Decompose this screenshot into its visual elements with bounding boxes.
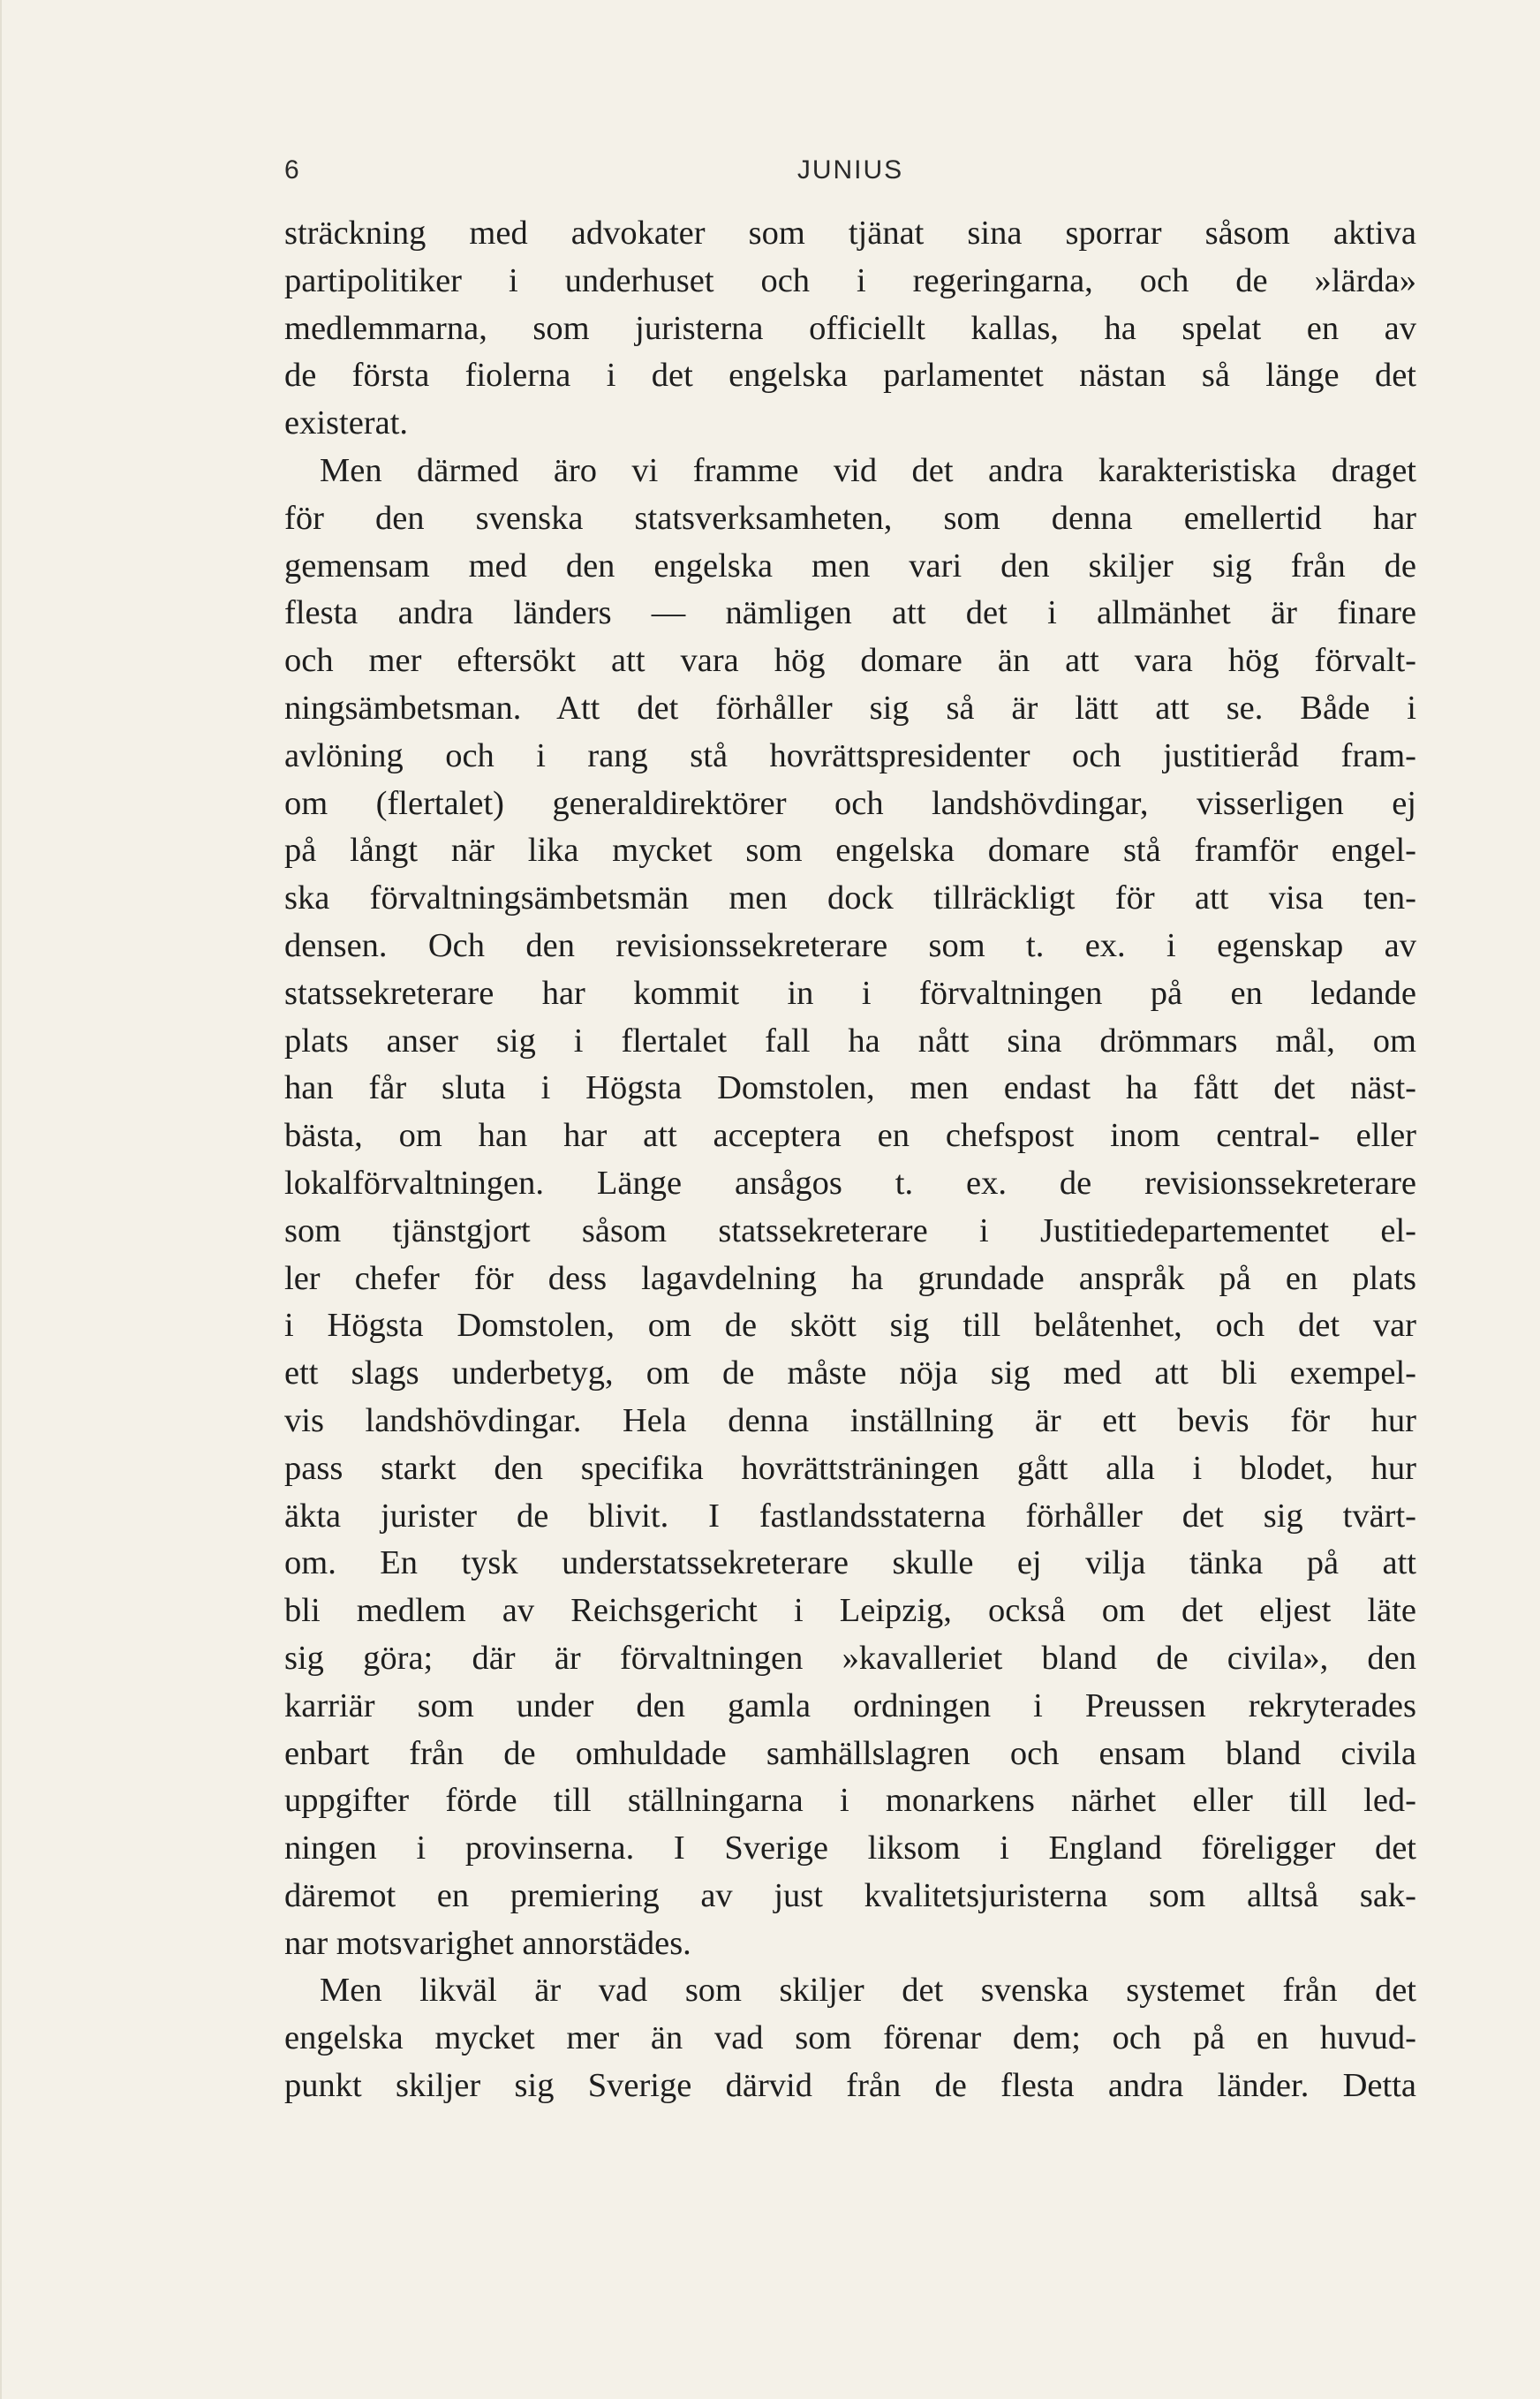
text-line: ningsämbetsman. Att det förhåller sig så är lätt att se. Både i bbox=[284, 689, 1416, 727]
page-number: 6 bbox=[284, 155, 300, 185]
text-line: karriär som under den gamla ordningen i Preussen rekryterades bbox=[284, 1686, 1416, 1724]
text-line: om (flertalet) generaldirektörer och landshövdingar, visserligen ej bbox=[284, 784, 1416, 822]
text-line: sträckning med advokater som tjänat sina sporrar såsom aktiva bbox=[284, 215, 1416, 252]
text-line: han får sluta i Högsta Domstolen, men endast ha fått det näst- bbox=[284, 1069, 1416, 1107]
text-line: partipolitiker i underhuset och i regeringarna, och de »lärda» bbox=[284, 261, 1416, 299]
text-line: medlemmarna, som juristerna officiellt kallas, ha spelat en av bbox=[284, 309, 1416, 347]
text-line: plats anser sig i flertalet fall ha nått sina drömmars mål, om bbox=[284, 1022, 1416, 1060]
paragraph bbox=[284, 448, 1416, 1968]
text-line: gemensam med den engelska men vari den skiljer sig från de bbox=[284, 547, 1416, 585]
text-line: engelska mycket mer än vad som förenar dem; och på en huvud- bbox=[284, 2019, 1416, 2057]
text-line: densen. Och den revisionssekreterare som t. ex. i egenskap av bbox=[284, 926, 1416, 964]
text-line: uppgifter förde till ställningarna i monarkens närhet eller till led- bbox=[284, 1782, 1416, 1820]
text-line: nar motsvarighet annorstädes. bbox=[284, 1924, 691, 1962]
body-text bbox=[284, 210, 1416, 2110]
text-line: existerat. bbox=[284, 404, 409, 442]
paragraph bbox=[284, 1967, 1416, 2109]
text-line: enbart från de omhuldade samhällslagren och ensam bland civila bbox=[284, 1734, 1416, 1772]
text-line: ett slags underbetyg, om de måste nöja sig med att bli exempel- bbox=[284, 1354, 1416, 1392]
text-line: som tjänstgjort såsom statssekreterare i Justitiedepartementet el- bbox=[284, 1211, 1416, 1249]
text-line: om. En tysk understatssekreterare skulle ej vilja tänka på att bbox=[284, 1544, 1416, 1582]
page-header bbox=[284, 155, 1416, 200]
text-line: sig göra; där är förvaltningen »kavalleriet bland de civila», den bbox=[284, 1639, 1416, 1677]
text-line: bästa, om han har att acceptera en chefspost inom central- eller bbox=[284, 1117, 1416, 1155]
text-line: flesta andra länders — nämligen att det i allmänhet är finare bbox=[284, 594, 1416, 632]
text-line: ningen i provinserna. I Sverige liksom i England föreligger det bbox=[284, 1829, 1416, 1867]
text-line: ler chefer för dess lagavdelning ha grundade anspråk på en plats bbox=[284, 1259, 1416, 1297]
text-line: i Högsta Domstolen, om de skött sig till belåtenhet, och det var bbox=[284, 1307, 1416, 1345]
text-line: ska förvaltningsämbetsmän men dock tillräckligt för att visa ten- bbox=[284, 879, 1416, 917]
text-line: Men likväl är vad som skiljer det svenska systemet från det bbox=[320, 1972, 1416, 2010]
text-line: punkt skiljer sig Sverige därvid från de flesta andra länder. Detta bbox=[284, 2067, 1416, 2105]
text-line: äkta jurister de blivit. I fastlandsstaterna förhåller det sig tvärt- bbox=[284, 1497, 1416, 1535]
running-title: JUNIUS bbox=[796, 155, 904, 185]
text-line: Men därmed äro vi framme vid det andra karakteristiska draget bbox=[320, 451, 1416, 489]
text-line: de första fiolerna i det engelska parlamentet nästan så länge det bbox=[284, 357, 1416, 395]
text-line: avlöning och i rang stå hovrättspresidenter och justitieråd fram- bbox=[284, 736, 1416, 774]
text-line: däremot en premiering av just kvalitetsjuristerna som alltså sak- bbox=[284, 1876, 1416, 1914]
text-line: bli medlem av Reichsgericht i Leipzig, också om det eljest läte bbox=[284, 1592, 1416, 1630]
text-line: på långt när lika mycket som engelska domare stå framför engel- bbox=[284, 832, 1416, 870]
text-line: vis landshövdingar. Hela denna inställning är ett bevis för hur bbox=[284, 1401, 1416, 1439]
paragraph bbox=[284, 210, 1416, 448]
text-line: statssekreterare har kommit in i förvaltningen på en ledande bbox=[284, 974, 1416, 1012]
text-line: för den svenska statsverksamheten, som denna emellertid har bbox=[284, 499, 1416, 537]
text-line: pass starkt den specifika hovrättsträningen gått alla i blodet, hur bbox=[284, 1449, 1416, 1487]
text-line: lokalförvaltningen. Länge ansågos t. ex. de revisionssekreterare bbox=[284, 1164, 1416, 1202]
text-line: och mer eftersökt att vara hög domare än att vara hög förvalt- bbox=[284, 642, 1416, 680]
